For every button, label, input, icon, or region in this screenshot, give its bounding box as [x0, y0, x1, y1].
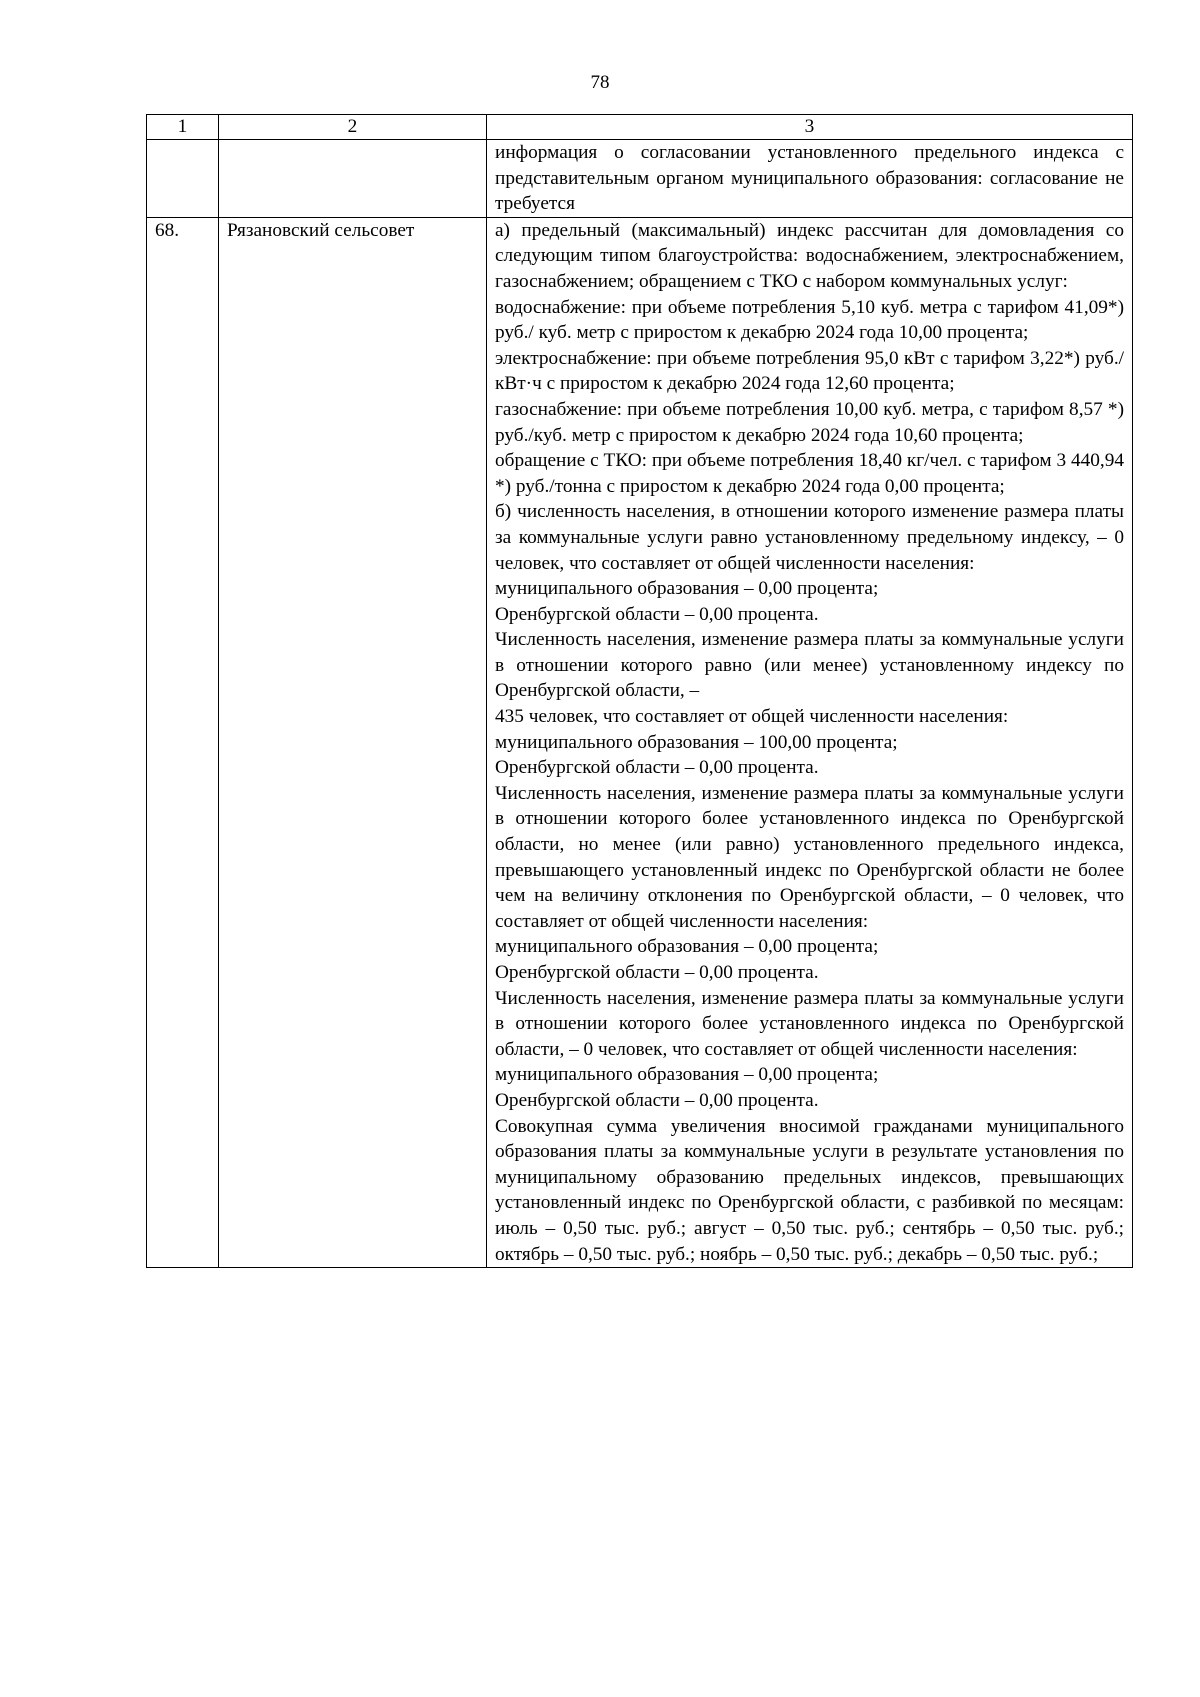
- detail-paragraph: Численность населения, изменение размера платы за коммунальные услуги в отношении которого более установленного индекса по Оренбургской области, – 0 человек, что составляет от общей численности населения:: [495, 987, 1124, 1060]
- municipality-name: Рязановский сельсовет: [219, 217, 487, 1267]
- header-col-1: 1: [147, 115, 219, 140]
- header-col-3: 3: [487, 115, 1133, 140]
- detail-paragraph: Оренбургской области – 0,00 процента.: [495, 1089, 819, 1111]
- row-number: 68.: [147, 217, 219, 1267]
- indices-table: [146, 114, 1133, 1268]
- detail-paragraph: б) численность населения, в отношении которого изменение размера платы за коммунальные услуги равно установленному предельному индексу, – 0 человек, что составляет от общей численности населения:: [495, 501, 1124, 574]
- detail-paragraph: Оренбургской области – 0,00 процента.: [495, 603, 819, 625]
- detail-paragraph: газоснабжение: при объеме потребления 10,00 куб. метра, с тарифом 8,57 *) руб./куб. метр с приростом к декабрю 2024 года 10,60 процента;: [495, 398, 1124, 446]
- header-col-2: 2: [219, 115, 487, 140]
- page-number: 78: [590, 72, 610, 93]
- detail-paragraph: а) предельный (максимальный) индекс рассчитан для домовладения со следующим типом благоустройства: водоснабжением, электроснабжением, газоснабжением; обращением с ТКО с набором коммунальных услуг:: [495, 219, 1124, 292]
- detail-paragraph: 435 человек, что составляет от общей численности населения:: [495, 706, 1009, 728]
- continuation-text-cell: [487, 140, 1133, 218]
- table-row: [147, 217, 1133, 1267]
- detail-paragraph: муниципального образования – 100,00 процента;: [495, 731, 898, 753]
- detail-paragraph: муниципального образования – 0,00 процента;: [495, 936, 879, 958]
- detail-paragraph: обращение с ТКО: при объеме потребления 18,40 кг/чел. с тарифом 3 440,94 *) руб./тонна с приростом к декабрю 2024 года 0,00 процента;: [495, 450, 1124, 497]
- detail-paragraph: Численность населения, изменение размера платы за коммунальные услуги в отношении которого более установленного индекса по Оренбургской области, но менее (или равно) установленного предельного индекса, превышающего установленный индекс по Оренбургской области не более чем на величину отклонения по Оренбургской области, – 0 человек, что составляет от общей численности населения:: [495, 782, 1124, 932]
- table-header-row: [147, 115, 1133, 140]
- continuation-num-cell: [147, 140, 219, 218]
- detail-paragraph: муниципального образования – 0,00 процента;: [495, 1064, 879, 1086]
- detail-paragraph: Оренбургской области – 0,00 процента.: [495, 962, 819, 983]
- detail-paragraph: муниципального образования – 0,00 процента;: [495, 578, 879, 600]
- detail-paragraph: электроснабжение: при объеме потребления 95,0 кВт с тарифом 3,22*) руб./кВт·ч с приростом к декабрю 2024 года 12,60 процента;: [495, 347, 1124, 395]
- detail-paragraph: Оренбургской области – 0,00 процента.: [495, 757, 819, 779]
- table-row-continuation: [147, 140, 1133, 218]
- continuation-paragraph: информация о согласовании установленного предельного индекса с представительным органом муниципального образования: согласование не требуется: [495, 142, 1124, 215]
- detail-paragraph: Совокупная сумма увеличения вносимой гражданами муниципального образования платы за коммунальные услуги в результате установления по муниципальному образованию предельных индексов, превышающих установленный индекс по Оренбургской области, с разбивкой по месяцам: июль – 0,50 тыс. руб.; август – 0,50 тыс. руб.; сентябрь – 0,50 тыс. руб.; октябрь – 0,50 тыс. руб.; ноябрь – 0,50 тыс. руб.; декабрь – 0,50 тыс. руб.;: [495, 1115, 1124, 1265]
- row-details-cell: [487, 217, 1133, 1267]
- detail-paragraph: Численность населения, изменение размера платы за коммунальные услуги в отношении которого равно (или менее) установленному индексу по Оренбургской области, –: [495, 629, 1124, 702]
- detail-paragraph: водоснабжение: при объеме потребления 5,10 куб. метра с тарифом 41,09*) руб./ куб. метр с приростом к декабрю 2024 года 10,00 процента;: [495, 296, 1124, 344]
- continuation-name-cell: [219, 140, 487, 218]
